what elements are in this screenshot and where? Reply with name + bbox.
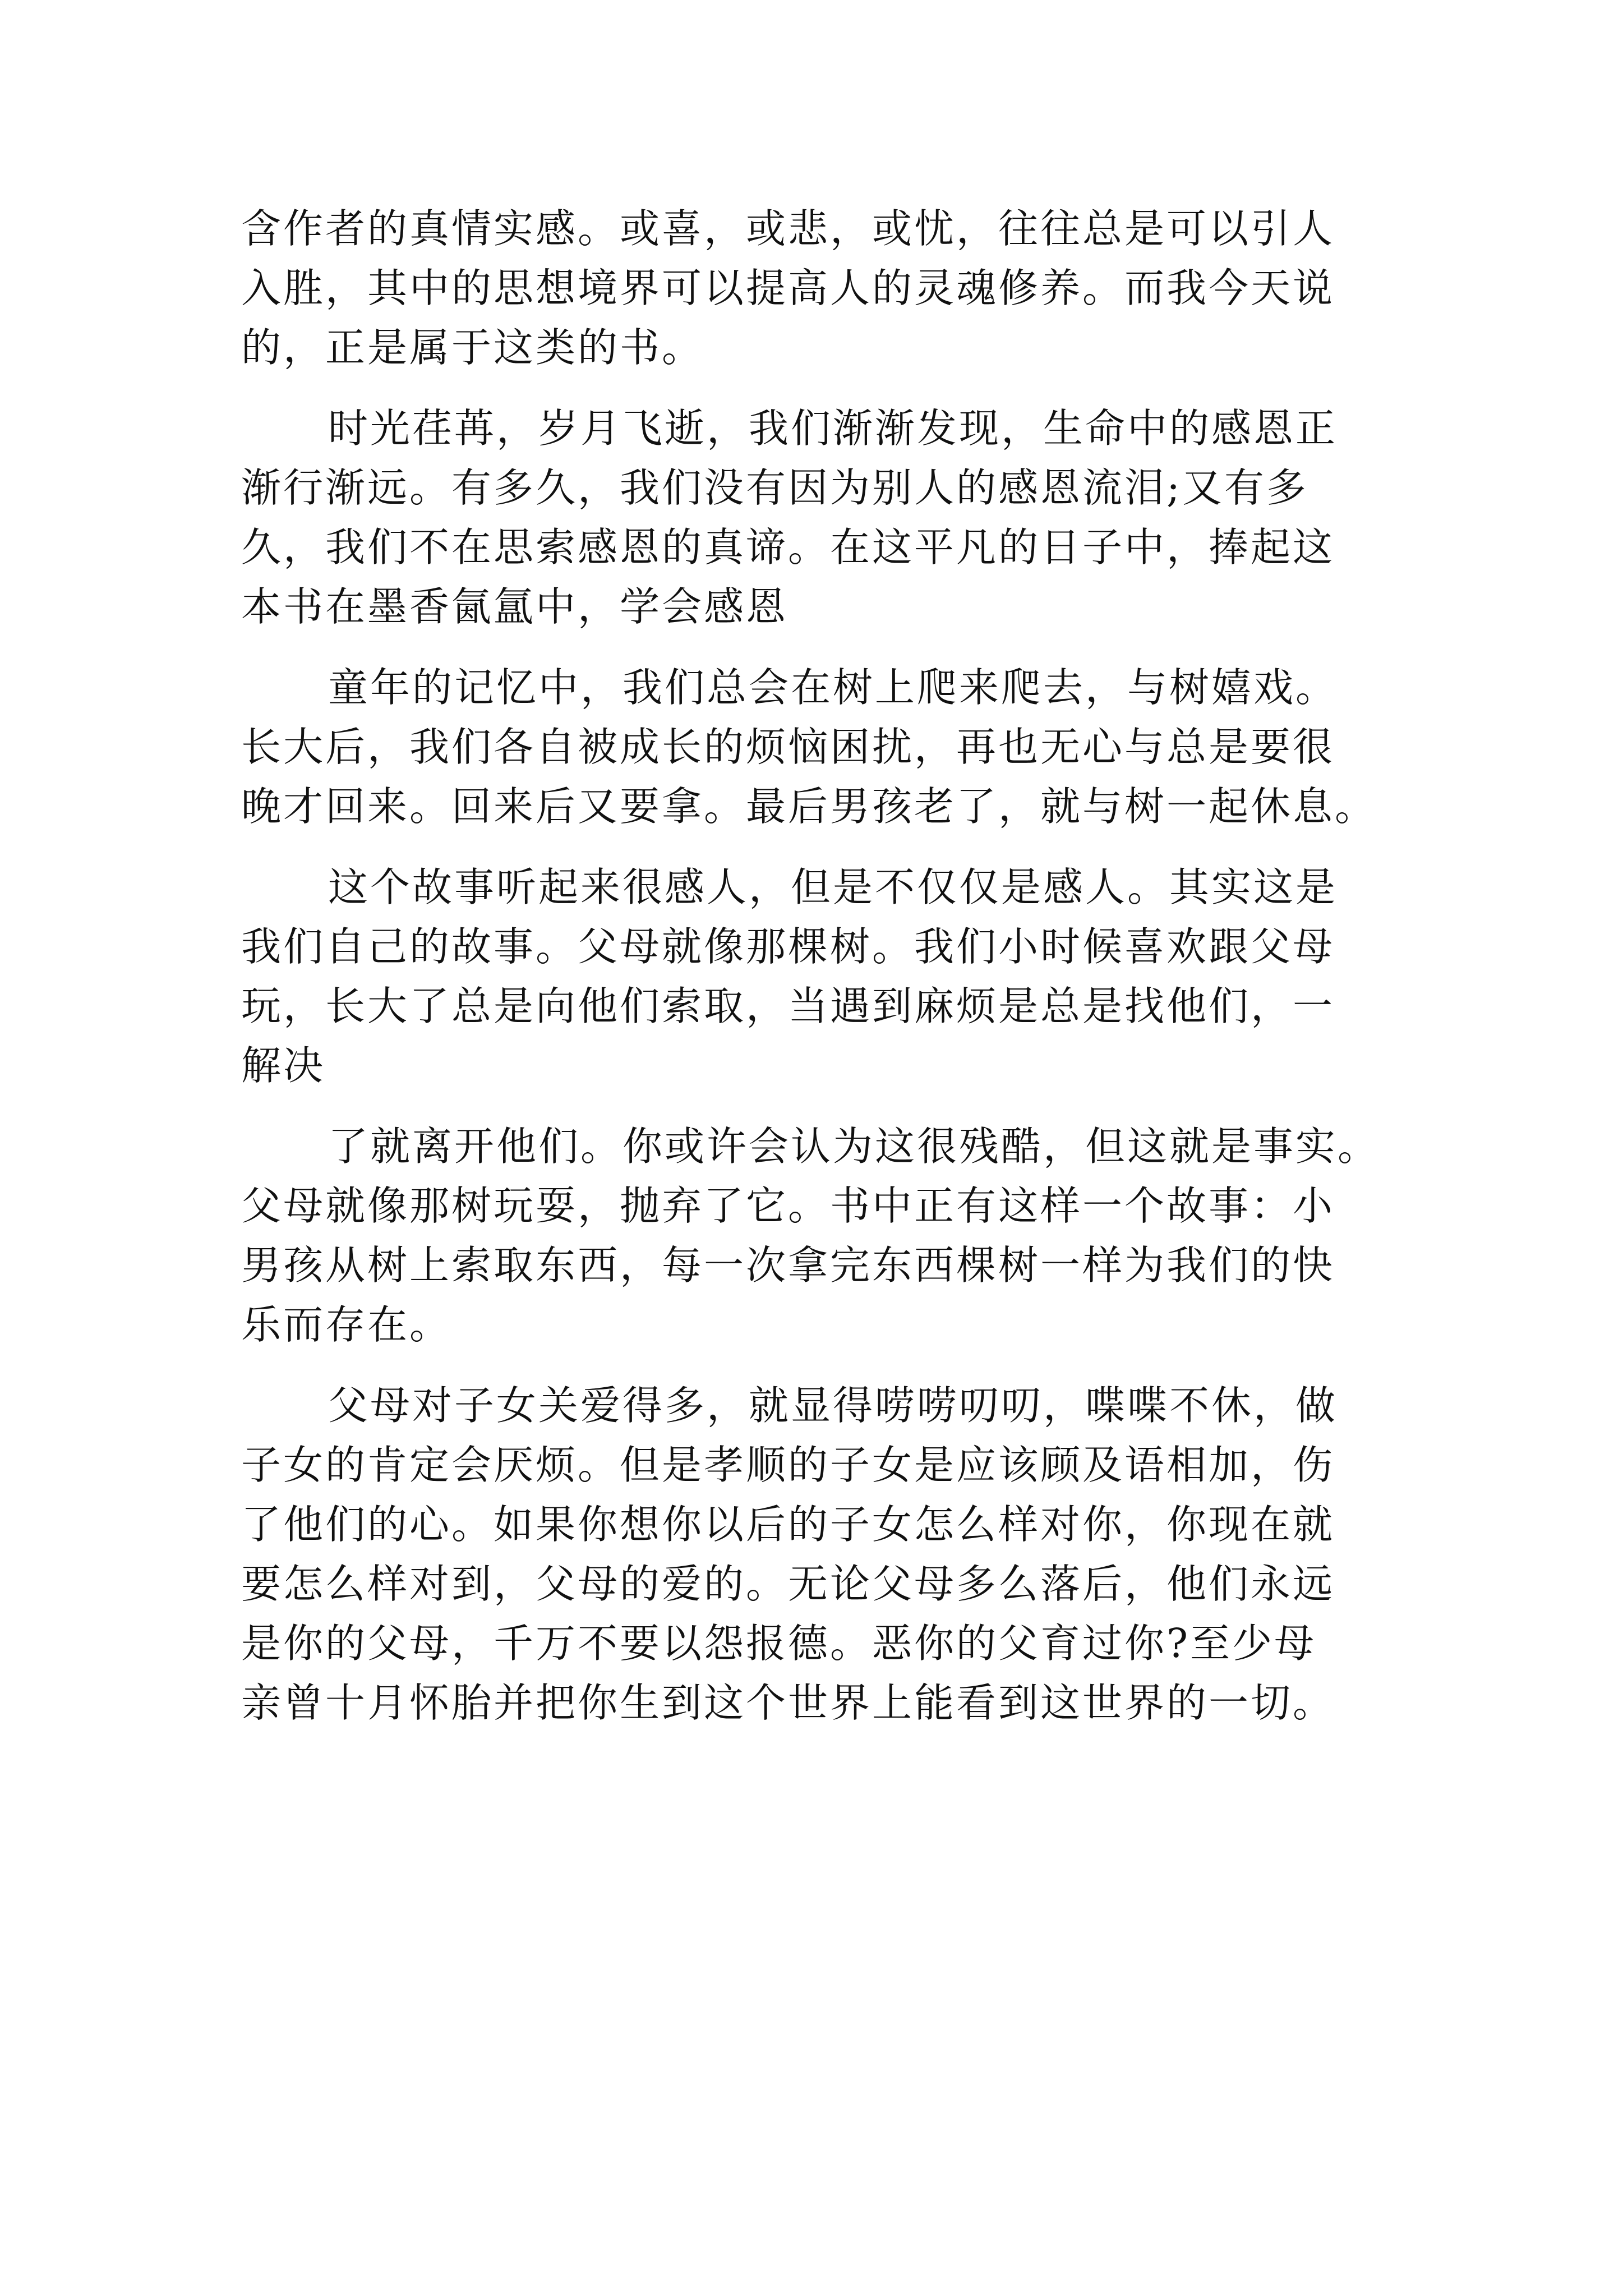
paragraph-gap — [241, 1355, 1385, 1376]
text-line: 我们自己的故事。父母就像那棵树。我们小时候喜欢跟父母 — [241, 923, 1335, 970]
text-line: 是你的父母，千万不要以怨报德。恶你的父育过你?至少母 — [241, 1620, 1317, 1667]
text-line: 了他们的心。如果你想你以后的子女怎么样对你，你现在就 — [241, 1501, 1335, 1548]
paragraph-gap — [241, 637, 1385, 658]
text-line: 时光荏苒，岁月飞逝，我们渐渐发现，生命中的感恩正 — [328, 405, 1338, 452]
text-line: 渐行渐远。有多久，我们没有因为别人的感恩流泪;又有多 — [241, 464, 1308, 511]
text-line: 乐而存在。 — [241, 1301, 452, 1348]
text-line: 父母对子女关爱得多，就显得唠唠叨叨，喋喋不休，做 — [328, 1382, 1338, 1429]
paragraph-gap — [241, 1096, 1385, 1117]
text-line: 男孩从树上索取东西，每一次拿完东西棵树一样为我们的快 — [241, 1242, 1335, 1289]
text-line: 解决 — [241, 1042, 326, 1089]
text-line: 久，我们不在思索感恩的真谛。在这平凡的日子中，捧起这 — [241, 524, 1335, 570]
text-line: 含作者的真情实感。或喜，或悲，或忧，往往总是可以引人 — [241, 205, 1335, 252]
text-line: 这个故事听起来很感人，但是不仅仅是感人。其实这是 — [328, 864, 1338, 910]
text-line: 要怎么样对到，父母的爱的。无论父母多么落后，他们永远 — [241, 1561, 1335, 1607]
text-line: 了就离开他们。你或许会认为这很残酷，但这就是事实。 — [328, 1123, 1380, 1170]
paragraph-gap — [241, 836, 1385, 858]
text-line: 童年的记忆中，我们总会在树上爬来爬去，与树嬉戏。 — [328, 664, 1338, 711]
document-body — [241, 199, 1385, 1733]
text-line: 晚才回来。回来后又要拿。最后男孩老了，就与树一起休息。 — [241, 783, 1377, 830]
text-line: 玩，长大了总是向他们索取，当遇到麻烦是总是找他们，一 — [241, 983, 1335, 1029]
text-line: 亲曾十月怀胎并把你生到这个世界上能看到这世界的一切。 — [241, 1680, 1335, 1726]
text-line: 子女的肯定会厌烦。但是孝顺的子女是应该顾及语相加，伤 — [241, 1442, 1335, 1488]
text-line: 本书在墨香氤氲中，学会感恩 — [241, 583, 789, 630]
text-line: 的，正是属于这类的书。 — [241, 324, 704, 371]
paragraph-gap — [241, 378, 1385, 399]
text-line: 入胜，其中的思想境界可以提高人的灵魂修养。而我今天说 — [241, 265, 1335, 311]
text-line: 父母就像那树玩耍，抛弃了它。书中正有这样一个故事：小 — [241, 1182, 1335, 1229]
text-line: 长大后，我们各自被成长的烦恼困扰，再也无心与总是要很 — [241, 724, 1335, 770]
